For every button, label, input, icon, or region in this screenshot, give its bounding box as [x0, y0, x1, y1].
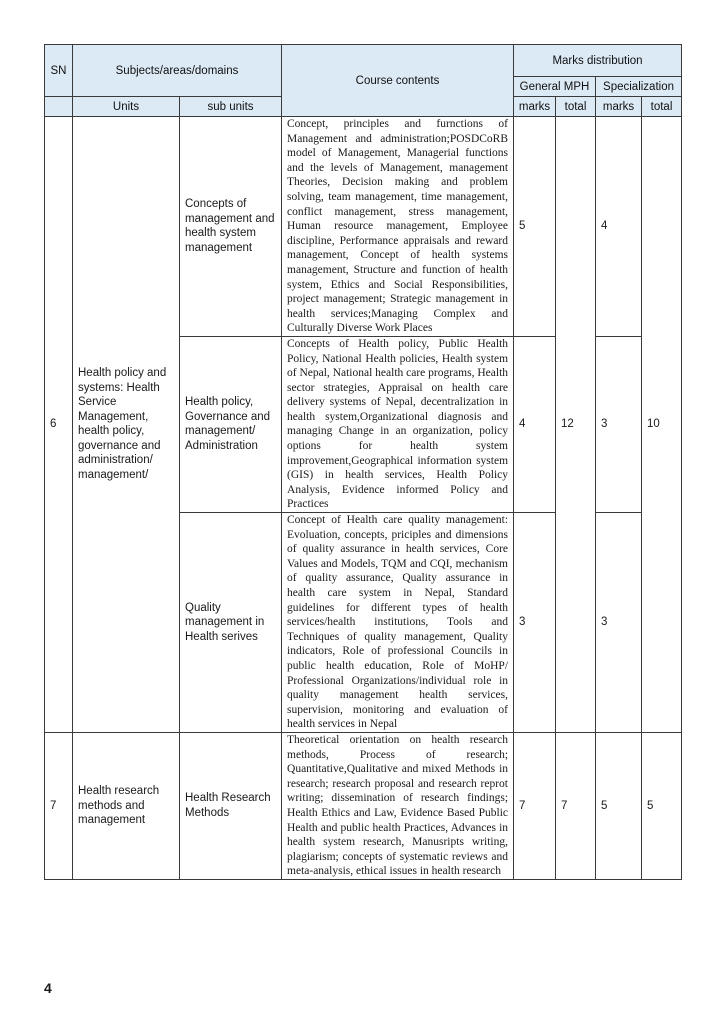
spec-marks: 3	[596, 336, 642, 512]
table-row	[45, 117, 682, 337]
row-sn: 6	[45, 117, 73, 733]
header-specialization: Specialization	[596, 77, 682, 97]
subunit-name: Health Research Methods	[180, 732, 282, 879]
table-row	[45, 732, 682, 879]
header-general-mph: General MPH	[514, 77, 596, 97]
header-units: Units	[73, 97, 180, 117]
unit-name: Health research methods and management	[73, 732, 180, 879]
spec-total: 5	[642, 732, 682, 879]
spec-marks: 5	[596, 732, 642, 879]
course-content: Concepts of Health policy, Public Health Policy, National Health policies, Health system of Nepal, National health care programs, Health sector strategies, Appraisal on health care delivery systems of Nepal, decentralization in health system,Organizational diagnosis and managing Change in an organization, policy options for health system improvement,Geographical information system (GIS) in health services, Health Policy Analysis, Evidence informed Policy and Practices	[282, 336, 514, 512]
spec-total: 10	[642, 117, 682, 733]
unit-name: Health policy and systems: Health Service Management, health policy, governance and administration/ management/	[73, 117, 180, 733]
subunit-name: Concepts of management and health system management	[180, 117, 282, 337]
subunit-name: Quality management in Health serives	[180, 513, 282, 733]
course-content: Concept, principles and furnctions of Management and administration;POSDCoRB model of Management, Managerial functions and the levels of Management, management Theories, Decision making and problem solving, team management, time management, conflict management, stress management, Human resource management, Employee discipline, Performance appraisals and reward management, Concept of health systems management, Structure and function of health system, Ethics and Social Responsibilities, project management; Strategic management in health services;Managing Complex and Culturally Diverse Work Places	[282, 117, 514, 337]
header-sn-blank	[45, 97, 73, 117]
course-content: Theoretical orientation on health research methods, Process of research; Quantitative,Qualitative and mixed Methods in research; research proposal and research reprot writing; dissemination of research findings; Health Ethics and Law, Evidence Based Public Health and public health Practices, Advances in health system research, Manusripts writing, plagiarism; concepts of systematic reviews and meta-analysis, ethical issues in health research	[282, 732, 514, 879]
header-sn: SN	[45, 45, 73, 97]
row-sn: 7	[45, 732, 73, 879]
general-marks: 4	[514, 336, 556, 512]
header-course-contents: Course contents	[282, 45, 514, 117]
general-marks: 3	[514, 513, 556, 733]
general-total: 12	[556, 117, 596, 733]
spec-marks: 3	[596, 513, 642, 733]
header-general-marks: marks	[514, 97, 556, 117]
general-total: 7	[556, 732, 596, 879]
syllabus-table	[44, 44, 682, 880]
general-marks: 7	[514, 732, 556, 879]
subunit-name: Health policy, Governance and management/ Administration	[180, 336, 282, 512]
header-subjects: Subjects/areas/domains	[73, 45, 282, 97]
general-marks: 5	[514, 117, 556, 337]
course-content: Concept of Health care quality management: Evoluation, concepts, priciples and dimensions of quality assurance in health services, Core Values and Models, TQM and CQI, mechanism of quality assurance, Quality assurance in health care system in Nepal, Standard guidelines for different types of health services/health institutions, Tools and Techniques of quality management, Quality indicators, Role of professional Councils in public health education, Role of MoHP/ Professional Organizations/individual role in quality management health services, supervision, monitoring and evaluation of health services in Nepal	[282, 513, 514, 733]
header-spec-total: total	[642, 97, 682, 117]
header-spec-marks: marks	[596, 97, 642, 117]
header-sub-units: sub units	[180, 97, 282, 117]
spec-marks: 4	[596, 117, 642, 337]
header-general-total: total	[556, 97, 596, 117]
page-number: 4	[44, 980, 52, 996]
header-marks-distribution: Marks distribution	[514, 45, 682, 77]
